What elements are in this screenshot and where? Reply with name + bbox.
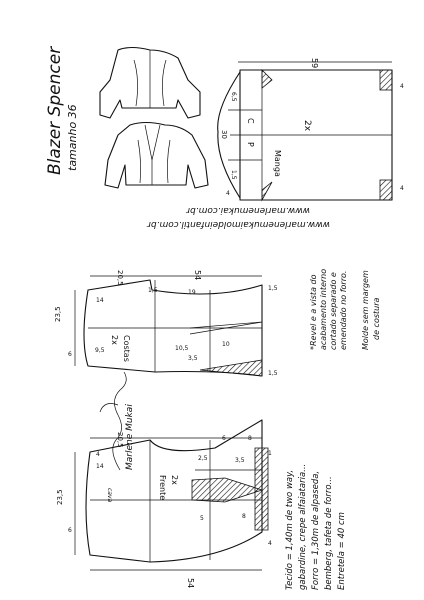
note-rever-2: acabamento interno <box>319 268 328 350</box>
front-m7: 1 <box>268 450 272 457</box>
back-m3: 10 <box>222 341 230 348</box>
front-label: Frente <box>158 475 167 501</box>
sleeve-height: 30 <box>220 130 228 139</box>
blazer-sketch-front <box>105 123 208 189</box>
front-length: 54 <box>186 578 195 589</box>
back-length: 54 <box>193 270 202 281</box>
front-dart-w: 5 <box>200 515 204 522</box>
front-m2: 4 <box>96 451 100 458</box>
materials-line-3: Forro = 1,30m de alpaseda, <box>311 470 321 590</box>
sleeve-c: C <box>246 118 255 124</box>
back-dart-w: 3,5 <box>188 355 198 362</box>
back-m2: 9,5 <box>95 347 105 354</box>
sleeve-cuff-top: 4 <box>400 83 404 90</box>
sleeve-lower: 4 <box>226 190 230 197</box>
back-armhole: 1,5 <box>148 287 158 294</box>
materials-line-5: Entretela = 40 cm <box>337 512 347 590</box>
sleeve-qty: 2x <box>302 120 312 132</box>
back-waist: 19 <box>188 289 196 296</box>
blazer-sketch-back <box>100 48 200 119</box>
sleeve-hem: 1,5 <box>230 170 237 180</box>
website-main: www.marlenemukai.com.br <box>186 205 310 215</box>
front-m4: 2,5 <box>198 455 208 462</box>
sleeve-label: Manga <box>273 150 282 177</box>
front-shoulder-h: 23,5 <box>56 489 64 505</box>
materials-line-4: bemberg, tafeta de forro... <box>324 476 334 590</box>
back-m1: 6 <box>68 351 72 358</box>
front-m6: 8 <box>248 435 252 442</box>
note-rever-4: emendado no forro. <box>339 270 348 350</box>
materials-line-2: gabardine, crepe alfaiataria... <box>298 463 308 590</box>
signature: Marlene Mukai <box>125 404 135 470</box>
front-upper: 20,5 <box>116 432 124 448</box>
pattern-title: Blazer Spencer <box>45 46 65 175</box>
back-side: 10,5 <box>175 345 189 352</box>
back-label: Costas <box>122 335 131 362</box>
front-m1: 6 <box>68 527 72 534</box>
front-lapel: cava <box>106 488 113 503</box>
front-side: 4 <box>268 540 272 547</box>
sleeve-cap: 6,5 <box>230 92 237 102</box>
materials-line-1: Tecido = 1,40m de two way, <box>285 469 295 590</box>
back-qty: 2x <box>110 335 119 345</box>
front-m3: 3,5 <box>235 457 245 464</box>
note-margin-2: de costura <box>372 297 381 340</box>
front-neck: 14 <box>96 463 104 470</box>
back-piece <box>75 276 262 376</box>
back-shoulder-h: 23,5 <box>54 306 62 322</box>
back-hip: 1,5 <box>268 370 278 377</box>
back-bottom: 1,5 <box>268 285 278 292</box>
signature-flourish <box>100 372 126 470</box>
front-piece <box>75 420 268 570</box>
pattern-size: tamanho 36 <box>66 104 79 171</box>
front-qty: 2x <box>170 475 179 485</box>
sleeve-width: 59 <box>310 58 319 69</box>
note-rever-3: cortado separado e <box>329 272 338 350</box>
note-margin-1: Molde sem margem <box>361 270 370 350</box>
note-rever-1: *Revel e a vista do <box>309 274 318 350</box>
back-neck: 14 <box>96 297 104 304</box>
website-kids: www.marlenemukaimoldeinfantil.com.br <box>147 219 330 229</box>
sleeve-cuff-bottom: 4 <box>400 185 404 192</box>
sleeve-p: P <box>246 142 255 147</box>
back-upper: 20,5 <box>116 270 124 286</box>
front-waist-label: 8 <box>242 513 246 520</box>
front-m5: 6 <box>222 435 226 442</box>
